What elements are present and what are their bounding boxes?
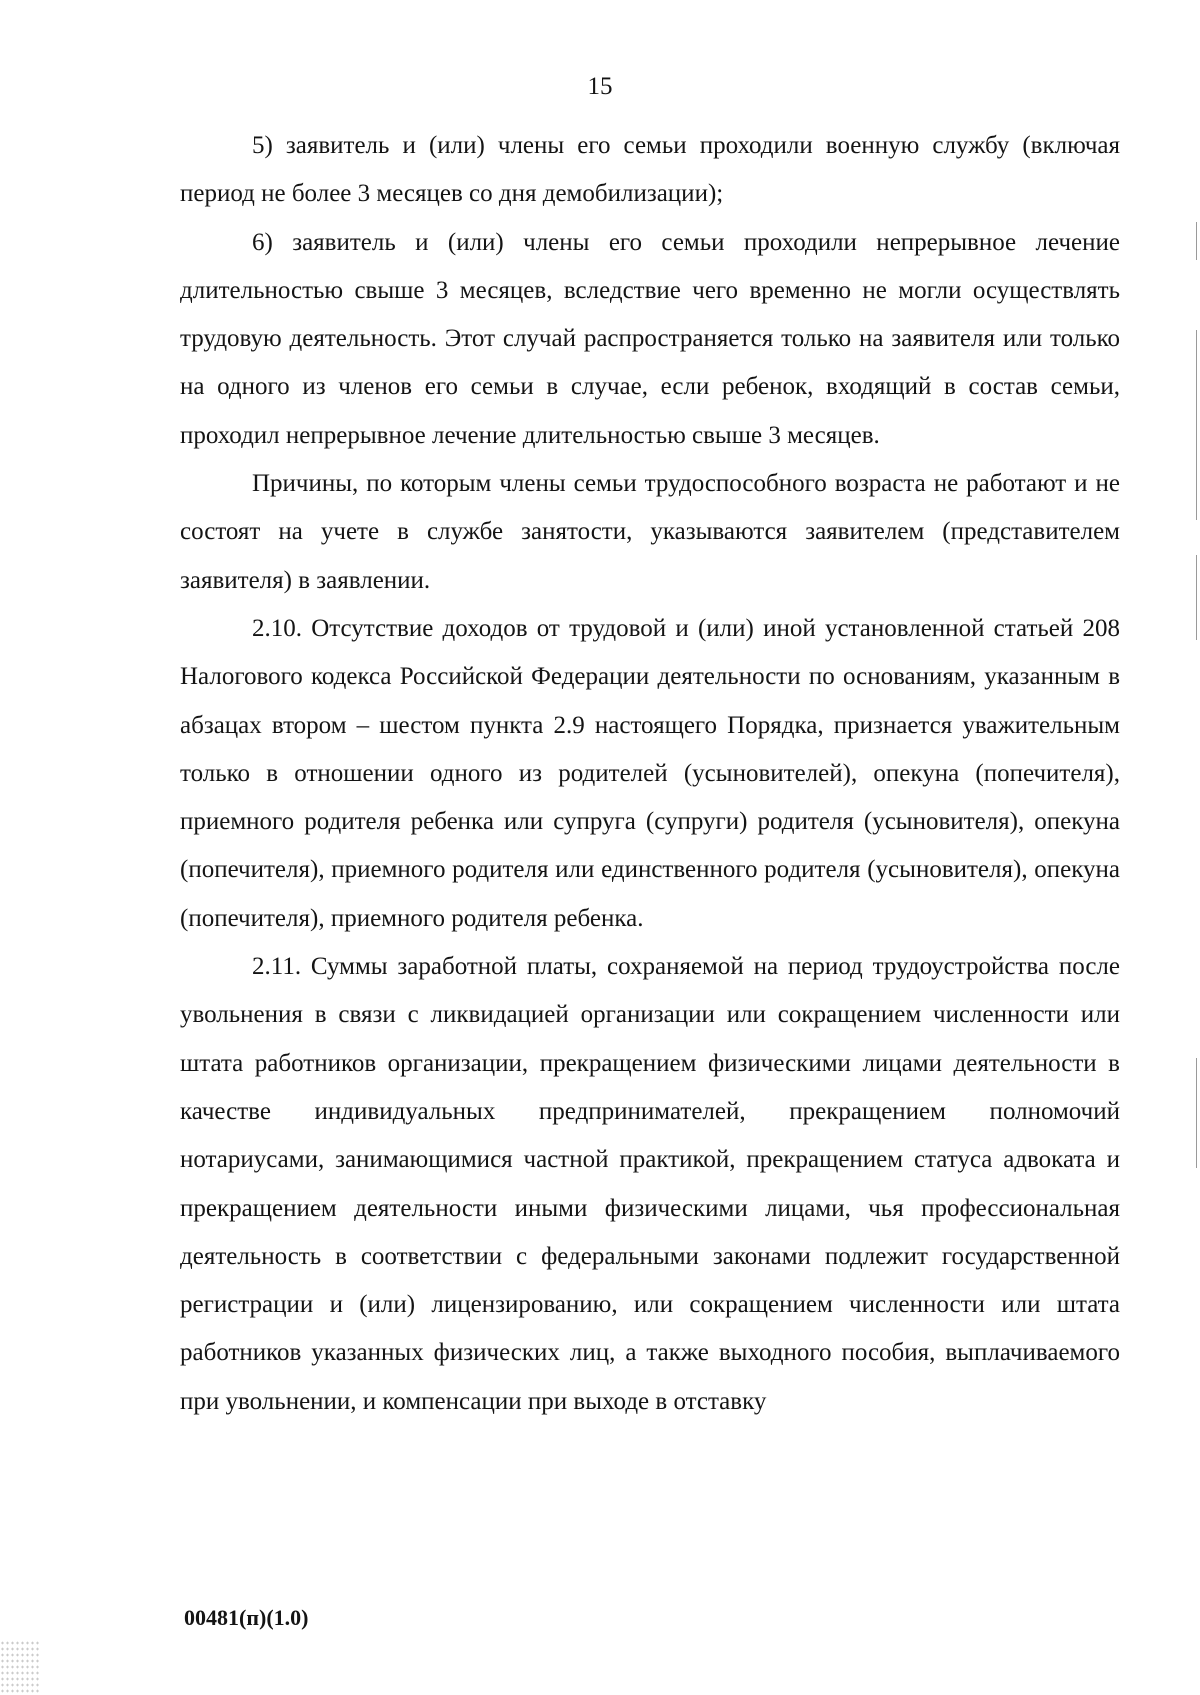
paragraph-clause-2-11: 2.11. Суммы заработной платы, сохраняемой на период трудоустройства после увольнения в связи с ликвидацией организации или сокращением численности или штата работников организации, прекращением физическими лицами деятельности в качестве индивидуальных предпринимателей, прекращением полномочий нотариусами, занимающимися частной практикой, прекращением статуса адвоката и прекращением деятельности иными физическими лицами, чья профессиональная деятельность в соответствии с федеральными законами подлежит государственной регистрации и (или) лицензированию, или сокращением численности или штата работников указанных физических лиц, а также выходного пособия, выплачиваемого при увольнении, и компенсации при выходе в отставку (180, 953, 1120, 1415)
scan-noise (0, 1640, 40, 1695)
scan-edge-mark (1196, 1058, 1197, 1168)
paragraph-item-6: 6) заявитель и (или) члены его семьи проходили непрерывное лечение длительностью свыше 3 месяцев, вследствие чего временно не могли осуществлять трудовую деятельность. Этот случай распространяется только на заявителя или только на одного из членов его семьи в случае, если ребенок, входящий в состав семьи, проходил непрерывное лечение длительностью свыше 3 месяцев. (180, 228, 1120, 449)
page-number: 15 (587, 73, 613, 100)
scan-edge-mark (1196, 555, 1197, 640)
scan-edge-mark (1196, 222, 1197, 260)
paragraph-item-5: 5) заявитель и (или) члены его семьи проходили военную службу (включая период не более 3 месяцев со дня демобилизации); (180, 132, 1120, 208)
paragraph-clause-2-10: 2.10. Отсутствие доходов от трудовой и (или) иной установленной статьей 208 Налогового кодекса Российской Федерации деятельности по основаниям, указанным в абзацах втором – шестом пункта 2.9 настоящего Порядка, признается уважительным только в отношении одного из родителей (усыновителей), опекуна (попечителя), приемного родителя ребенка или супруга (супруги) родителя (усыновителя), опекуна (попечителя), приемного родителя или единственного родителя (усыновителя), опекуна (попечителя), приемного родителя ребенка. (180, 614, 1120, 932)
document-code: 00481(п)(1.0) (184, 1605, 309, 1630)
paragraph-reasons: Причины, по которым члены семьи трудоспособного возраста не работают и не состоят на учете в службе занятости, указываются заявителем (представителем заявителя) в заявлении. (180, 470, 1120, 594)
scan-edge-mark (1196, 330, 1197, 520)
document-body (180, 122, 1120, 1426)
